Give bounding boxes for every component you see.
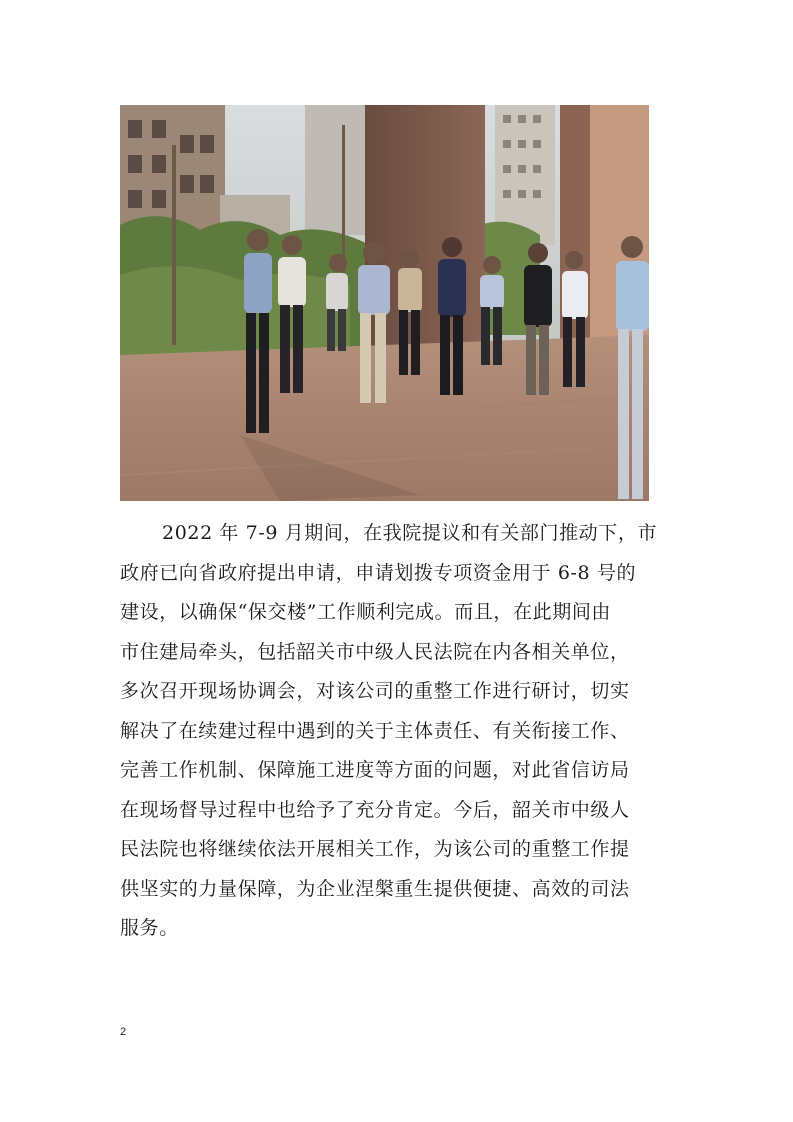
paragraph-line: 市住建局牵头，包括韶关市中级人民法院在内各相关单位， — [120, 640, 630, 663]
page-number: 2 — [120, 1026, 127, 1038]
paragraph-line: 在现场督导过程中也给予了充分肯定。今后，韶关市中级人 — [120, 798, 630, 821]
paragraph-line: 民法院也将继续依法开展相关工作，为该公司的重整工作提 — [120, 838, 630, 860]
paragraph-line: 政府已向省政府提出申请，申请划拨专项资金用于 6-8 号的 — [120, 561, 637, 584]
paragraph-line: 2022 年 7-9 月期间，在我院提议和有关部门推动下，市 — [162, 522, 658, 544]
paragraph-line: 服务。 — [120, 917, 179, 939]
site-inspection-photo — [120, 105, 649, 501]
paragraph-line: 多次召开现场协调会，对该公司的重整工作进行研讨，切实 — [120, 680, 630, 702]
paragraph-line: 建设，以确保“保交楼”工作顺利完成。而且，在此期间由 — [120, 601, 612, 623]
body-paragraph — [120, 514, 680, 949]
paragraph-line: 完善工作机制、保障施工进度等方面的问题，对此省信访局 — [120, 759, 630, 781]
paragraph-line: 解决了在续建过程中遇到的关于主体责任、有关衔接工作、 — [120, 719, 630, 742]
paragraph-line: 供坚实的力量保障，为企业涅槃重生提供便捷、高效的司法 — [120, 877, 630, 900]
photo-illustration — [120, 105, 649, 501]
